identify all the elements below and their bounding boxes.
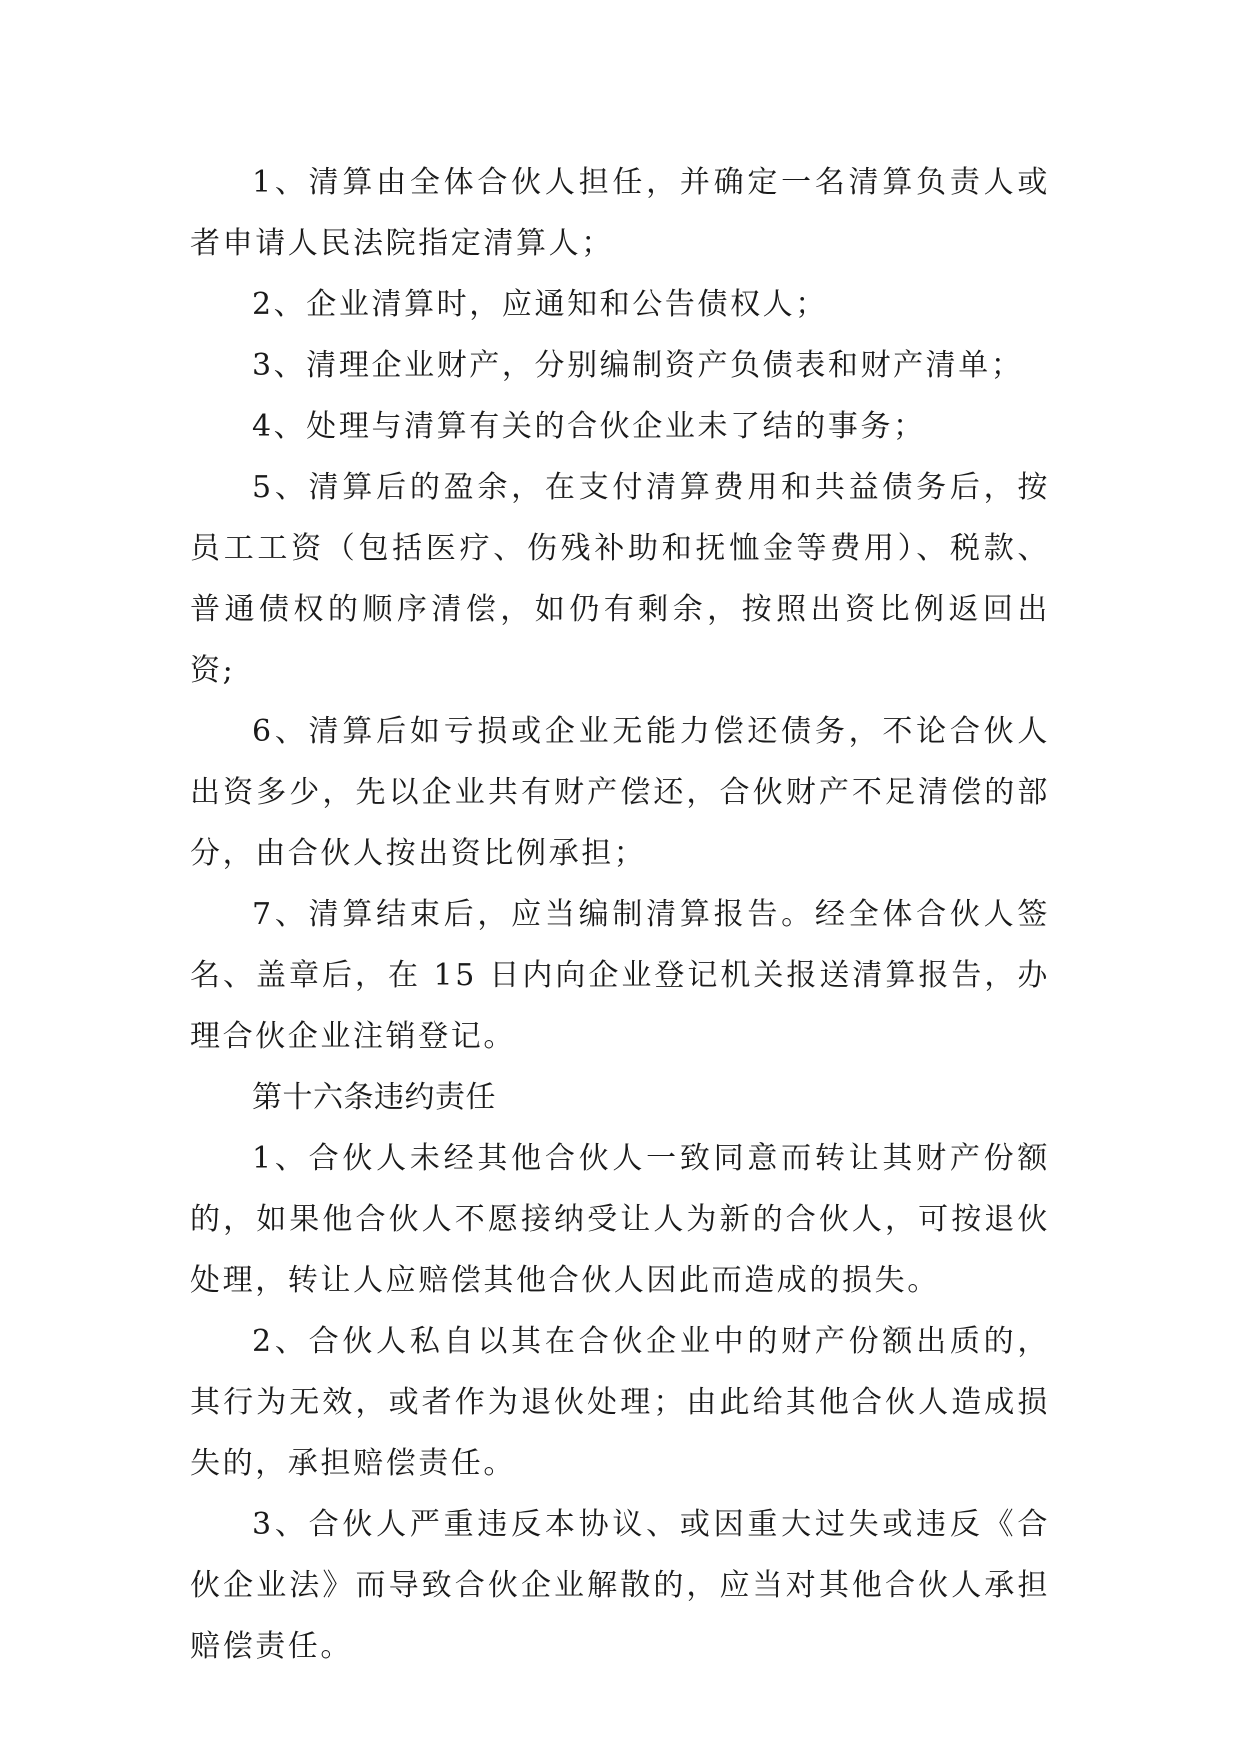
section-heading: 第十六条违约责任 <box>252 1080 496 1115</box>
clause-paragraph: 1、清算由全体合伙人担任，并确定一名清算负责人或者申请人民法院指定清算人； <box>190 165 1050 261</box>
clause-paragraph: 4、处理与清算有关的合伙企业未了结的事务； <box>252 409 926 444</box>
document-body <box>190 152 1050 1677</box>
clause-paragraph: 3、合伙人严重违反本协议、或因重大过失或违反《合伙企业法》而导致合伙企业解散的，应当对其他合伙人承担赔偿责任。 <box>190 1507 1050 1664</box>
clause-paragraph: 7、清算结束后，应当编制清算报告。经全体合伙人签名、盖章后，在 15 日内向企业登记机关报送清算报告，办理合伙企业注销登记。 <box>190 897 1050 1054</box>
clause-paragraph: 3、清理企业财产，分别编制资产负债表和财产清单； <box>252 348 1024 383</box>
clause-paragraph: 1、合伙人未经其他合伙人一致同意而转让其财产份额的，如果他合伙人不愿接纳受让人为新的合伙人，可按退伙处理，转让人应赔偿其他合伙人因此而造成的损失。 <box>190 1141 1050 1298</box>
clause-paragraph: 5、清算后的盈余，在支付清算费用和共益债务后，按员工工资（包括医疗、伤残补助和抚恤金等费用）、税款、普通债权的顺序清偿，如仍有剩余，按照出资比例返回出资; <box>190 470 1050 688</box>
clause-paragraph: 2、合伙人私自以其在合伙企业中的财产份额出质的，其行为无效，或者作为退伙处理；由此给其他合伙人造成损失的，承担赔偿责任。 <box>190 1324 1050 1481</box>
clause-paragraph: 2、企业清算时，应通知和公告债权人； <box>252 287 828 322</box>
clause-paragraph: 6、清算后如亏损或企业无能力偿还债务，不论合伙人出资多少，先以企业共有财产偿还，合伙财产不足清偿的部分，由合伙人按出资比例承担； <box>190 714 1050 871</box>
